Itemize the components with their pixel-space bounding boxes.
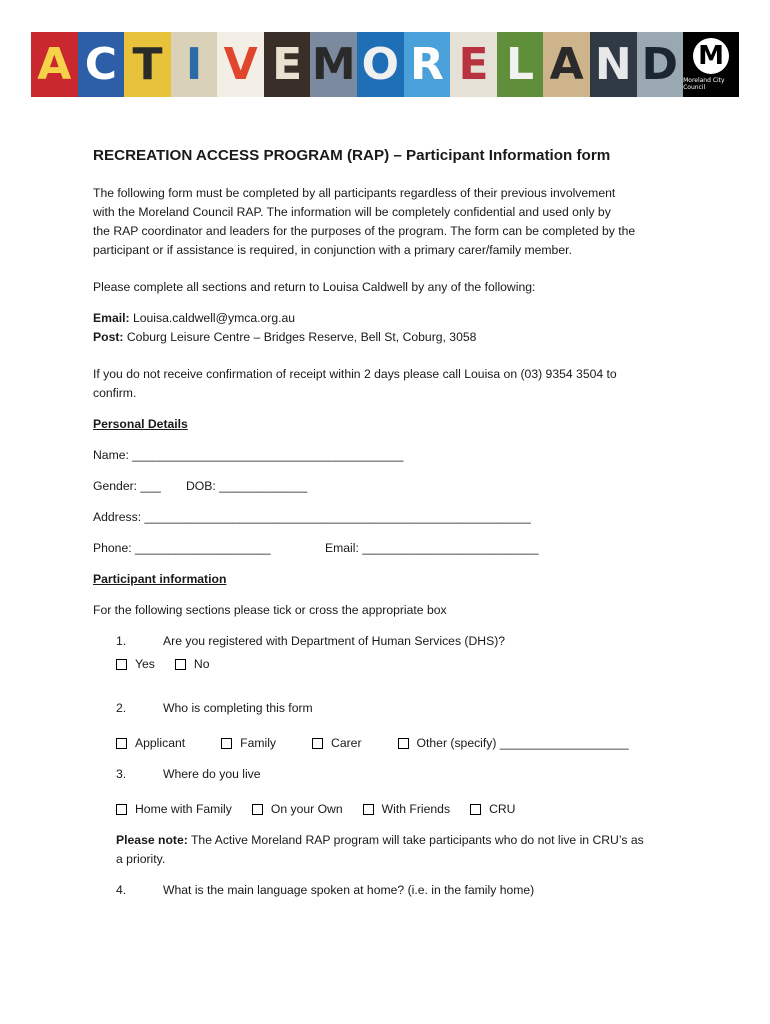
- option-label: CRU: [489, 802, 516, 816]
- option-label: Applicant: [135, 736, 186, 750]
- question-number: 1.: [116, 634, 127, 648]
- checkbox[interactable]: [116, 659, 127, 670]
- gender-dob-row: [93, 477, 693, 496]
- email-field[interactable]: Email: __________________________: [325, 541, 539, 555]
- council-logo-text: Moreland City Council: [683, 77, 725, 91]
- checkbox[interactable]: [363, 804, 374, 815]
- email-address[interactable]: Louisa.caldwell@ymca.org.au: [132, 311, 296, 325]
- banner-letter: N: [590, 32, 637, 97]
- priority-note: [116, 831, 693, 869]
- banner-letter: A: [31, 32, 78, 97]
- option-other[interactable]: [398, 734, 629, 753]
- question-number: 4.: [116, 883, 127, 897]
- intro-line: with the Moreland Council RAP. The information will be completely confidential and used only by: [93, 205, 611, 219]
- option-label: With Friends: [381, 802, 451, 816]
- participant-info-heading: Participant information: [93, 572, 227, 586]
- question-1: [116, 632, 693, 651]
- question-text: Where do you live: [163, 767, 261, 781]
- council-logo-mark: M: [693, 38, 729, 74]
- option-label: Other (specify) ___________________: [416, 736, 629, 750]
- question-4: [116, 881, 693, 900]
- question-number: 2.: [116, 701, 127, 715]
- question-1-options: [116, 655, 693, 674]
- intro-line: participant or if assistance is required, in conjunction with a primary carer/family member.: [93, 243, 572, 257]
- question-number: 3.: [116, 767, 127, 781]
- banner-letter: D: [637, 32, 684, 97]
- email-label: Email:: [93, 311, 130, 325]
- note-line: [116, 831, 693, 850]
- address-field[interactable]: Address: _________________________________________________________: [93, 510, 531, 524]
- confirm-paragraph: [93, 365, 693, 403]
- banner-letter: E: [264, 32, 311, 97]
- intro-paragraph: [93, 184, 693, 260]
- banner-letter: R: [404, 32, 451, 97]
- name-field[interactable]: Name: ________________________________________: [93, 448, 404, 462]
- contact-email: [93, 309, 693, 328]
- option-label: Home with Family: [135, 802, 232, 816]
- post-address: Coburg Leisure Centre – Bridges Reserve, Bell St, Coburg, 3058: [126, 330, 477, 344]
- question-2-options: [116, 734, 693, 753]
- form-content: [93, 146, 693, 900]
- phone-field[interactable]: Phone: ____________________: [93, 541, 271, 555]
- option-no[interactable]: [175, 655, 210, 674]
- phone-email-row: [93, 539, 693, 558]
- option-on-your-own[interactable]: [252, 800, 343, 819]
- banner-letter: V: [217, 32, 264, 97]
- note-label: Please note:: [116, 833, 188, 847]
- dob-field[interactable]: DOB: _____________: [186, 479, 308, 493]
- question-3: [116, 765, 693, 784]
- option-label: Family: [240, 736, 277, 750]
- note-line: a priority.: [116, 852, 166, 866]
- option-carer[interactable]: [312, 734, 361, 753]
- question-text: Are you registered with Department of Human Services (DHS)?: [163, 634, 506, 648]
- option-label: Carer: [331, 736, 362, 750]
- option-label: Yes: [135, 657, 155, 671]
- option-yes[interactable]: [116, 655, 155, 674]
- checkbox[interactable]: [252, 804, 263, 815]
- checkbox[interactable]: [398, 738, 409, 749]
- option-label: On your Own: [270, 802, 343, 816]
- option-label: No: [193, 657, 210, 671]
- intro-line: The following form must be completed by all participants regardless of their previous involvement: [93, 186, 616, 200]
- tick-instruction: For the following sections please tick or cross the appropriate box: [93, 603, 447, 617]
- confirm-line: confirm.: [93, 386, 137, 400]
- option-with-friends[interactable]: [363, 800, 450, 819]
- banner-letter: E: [450, 32, 497, 97]
- checkbox[interactable]: [116, 804, 127, 815]
- option-cru[interactable]: [470, 800, 515, 819]
- moreland-council-logo: [683, 32, 739, 97]
- banner-letter: M: [310, 32, 357, 97]
- intro-line: the RAP coordinator and leaders for the purposes of the program. The form can be completed by the: [93, 224, 636, 238]
- banner-letter: A: [543, 32, 590, 97]
- checkbox[interactable]: [312, 738, 323, 749]
- banner-letter: L: [497, 32, 544, 97]
- contact-post: [93, 328, 693, 347]
- confirm-line: If you do not receive confirmation of receipt within 2 days please call Louisa on (03) 9354 3504 to: [93, 367, 617, 381]
- question-text: Who is completing this form: [163, 701, 313, 715]
- banner-letter: O: [357, 32, 404, 97]
- option-applicant[interactable]: [116, 734, 185, 753]
- note-text: The Active Moreland RAP program will take participants who do not live in CRU’s as: [187, 833, 644, 847]
- post-label: Post:: [93, 330, 124, 344]
- page-title: RECREATION ACCESS PROGRAM (RAP) – Participant Information form: [93, 147, 611, 164]
- return-instruction: Please complete all sections and return to Louisa Caldwell by any of the following:: [93, 280, 536, 294]
- option-family[interactable]: [221, 734, 276, 753]
- checkbox[interactable]: [221, 738, 232, 749]
- personal-details-heading: Personal Details: [93, 417, 188, 431]
- question-3-options: [116, 800, 693, 819]
- banner-letter: C: [78, 32, 125, 97]
- banner-letter: T: [124, 32, 171, 97]
- checkbox[interactable]: [116, 738, 127, 749]
- gender-field[interactable]: Gender: ___: [93, 479, 161, 493]
- banner-letter: I: [171, 32, 218, 97]
- question-2: [116, 699, 693, 718]
- checkbox[interactable]: [175, 659, 186, 670]
- active-moreland-banner: [31, 32, 739, 97]
- question-text: What is the main language spoken at home? (i.e. in the family home): [163, 883, 535, 897]
- option-home-with-family[interactable]: [116, 800, 232, 819]
- checkbox[interactable]: [470, 804, 481, 815]
